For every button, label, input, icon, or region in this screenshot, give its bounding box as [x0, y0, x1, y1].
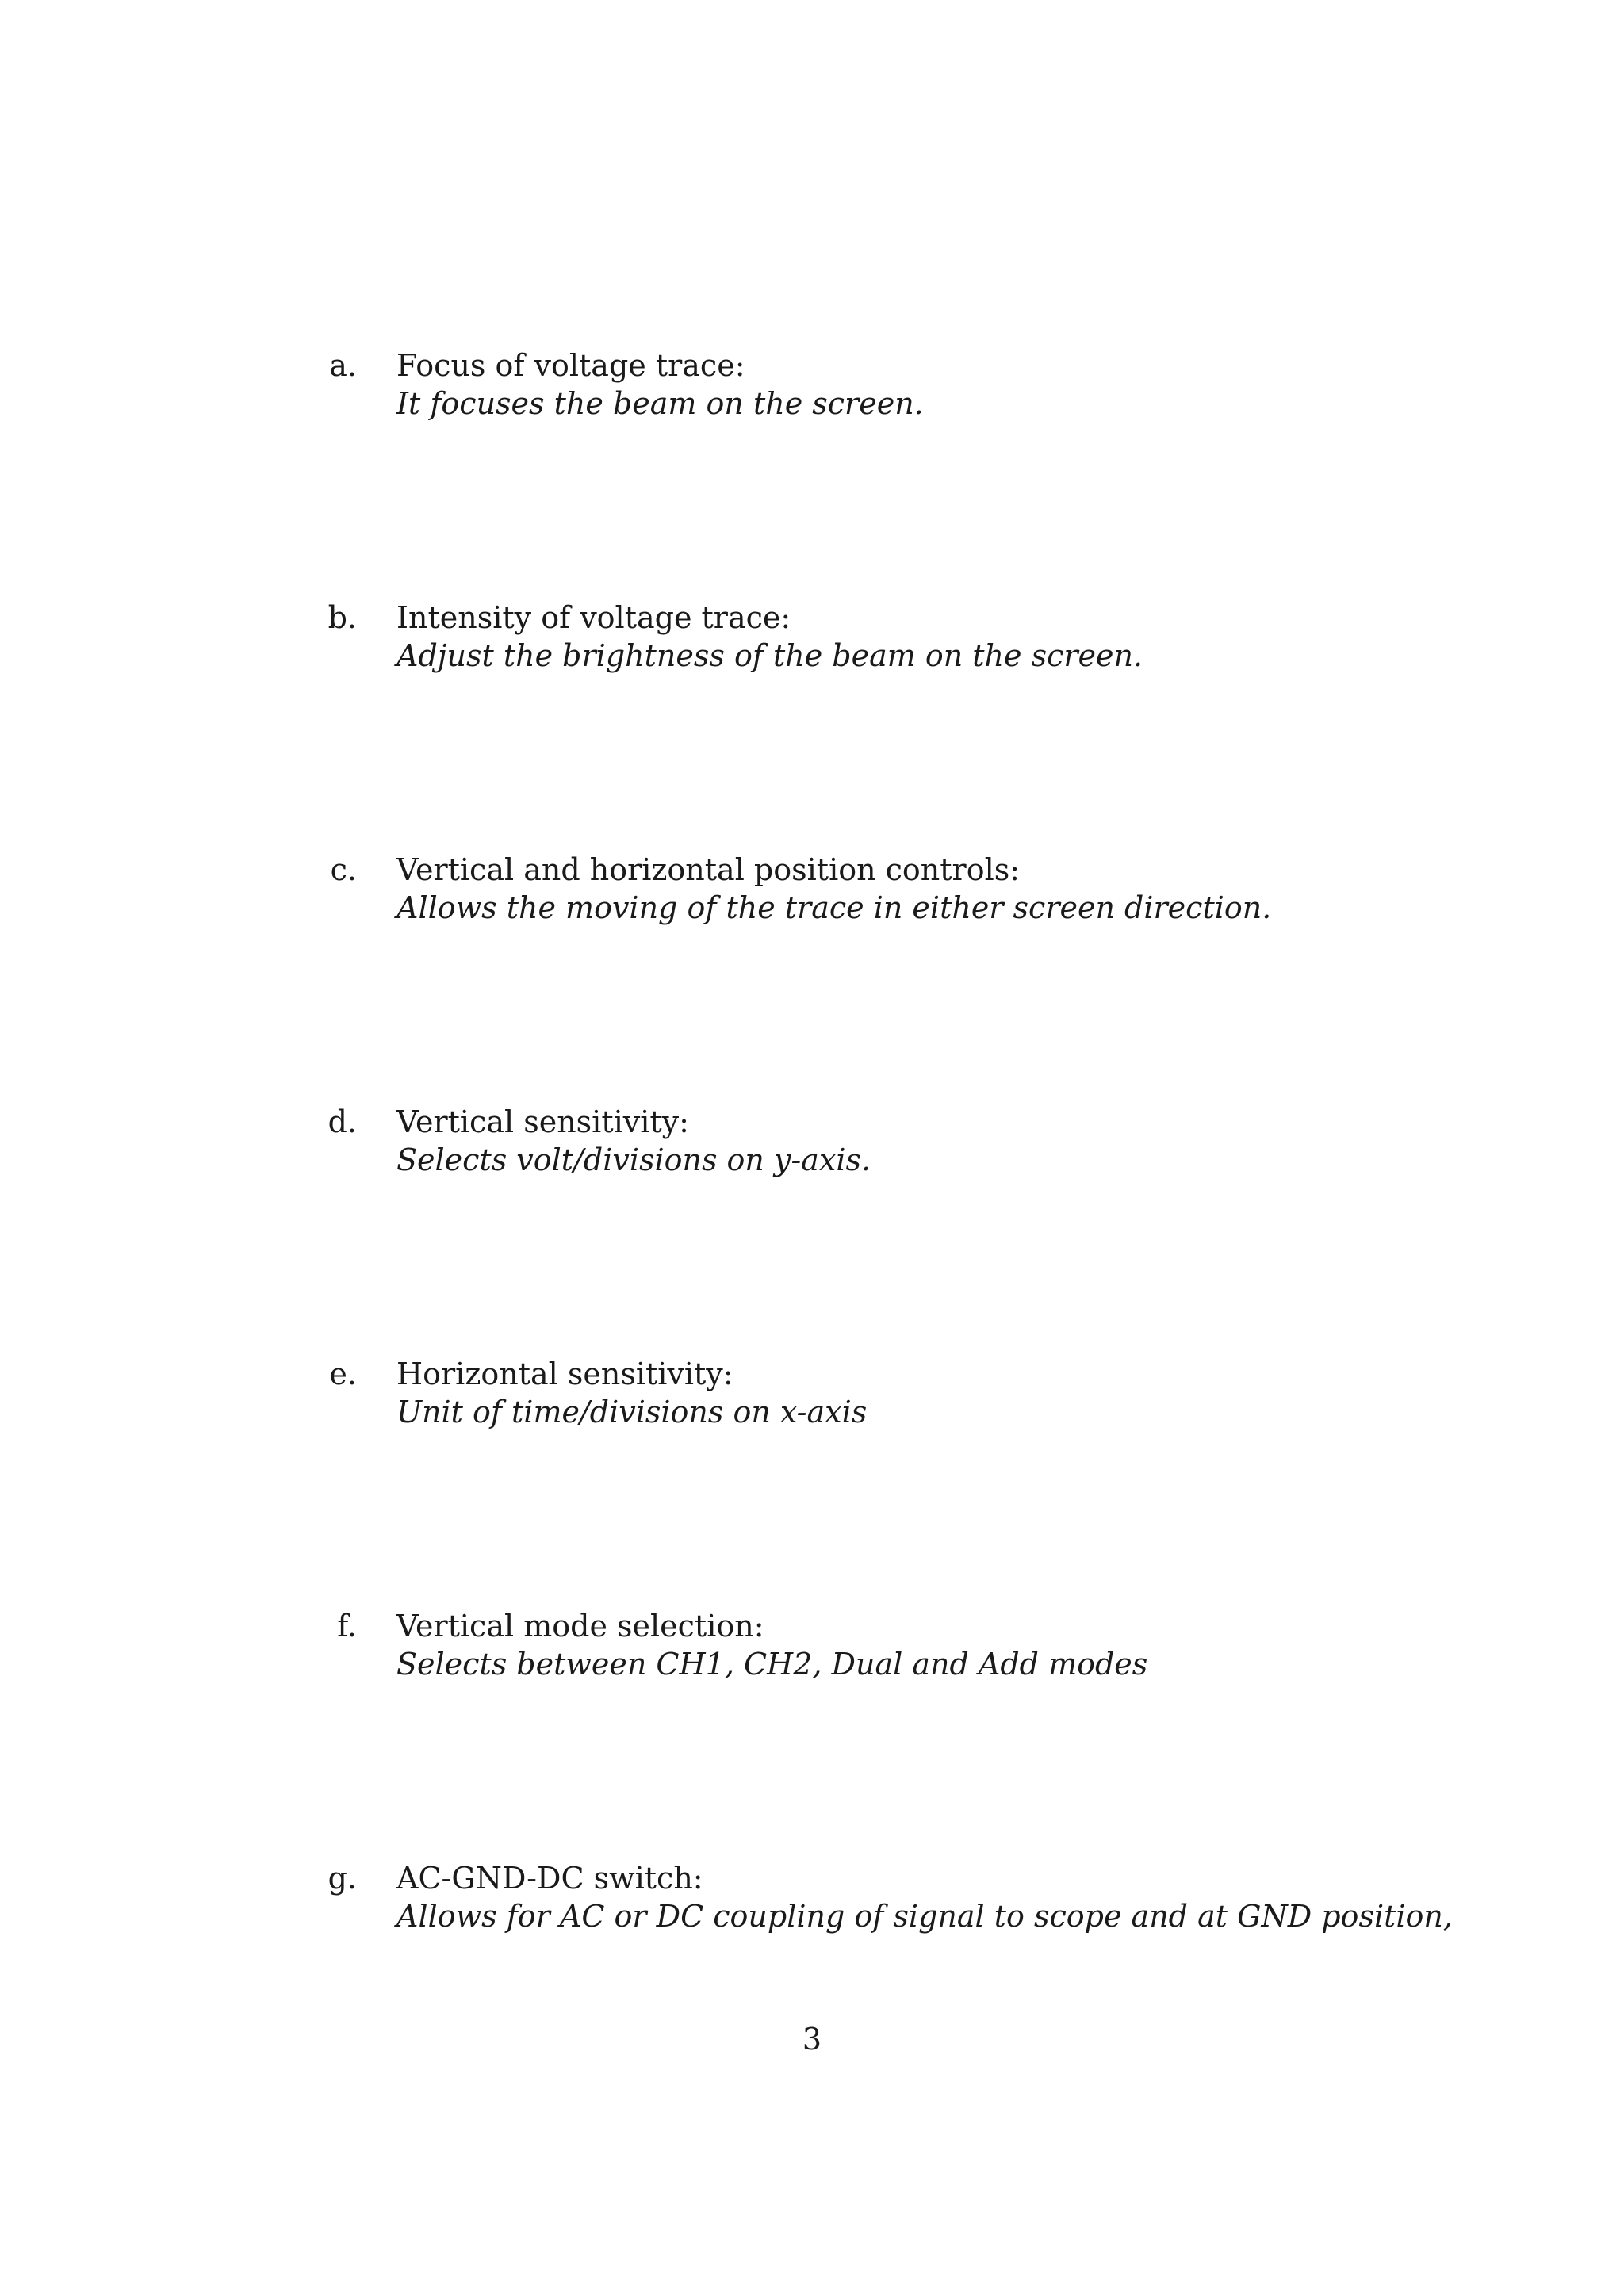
list-item-description: Selects between CH1, CH2, Dual and Add modes — [396, 1647, 1148, 1682]
list-item-description: It focuses the beam on the screen. — [396, 386, 924, 421]
list-item-description: Allows for AC or DC coupling of signal to scope and at GND position, — [396, 1899, 1453, 1934]
list-item-description: Unit of time/divisions on x-axis — [396, 1395, 868, 1429]
list-item-title: Horizontal sensitivity: — [396, 1357, 733, 1391]
list-item-a — [329, 346, 1380, 421]
list-item-heading — [329, 1355, 1380, 1393]
list-item-e — [329, 1355, 1380, 1429]
list-item-description: Selects volt/divisions on y-axis. — [396, 1142, 871, 1177]
list-item-c — [330, 851, 1380, 925]
list-item-b — [327, 599, 1380, 673]
list-item-title: Focus of voltage trace: — [396, 348, 745, 383]
list-item-marker: e. — [329, 1357, 357, 1391]
list-item-marker: b. — [327, 600, 357, 635]
list-item-title: Vertical sensitivity: — [396, 1104, 689, 1139]
list-item-marker: f. — [337, 1609, 357, 1644]
list-item-heading — [327, 1859, 1380, 1897]
list-item-marker: g. — [327, 1861, 357, 1896]
list-item-g — [327, 1859, 1453, 1934]
list-item-marker: a. — [329, 348, 357, 383]
list-item-title: AC-GND-DC switch: — [396, 1861, 703, 1896]
list-item-marker: c. — [330, 852, 357, 887]
list-item-title: Vertical mode selection: — [396, 1609, 764, 1644]
list-item-heading — [327, 1103, 1380, 1141]
list-item-f — [337, 1607, 1380, 1682]
list-item-description: Allows the moving of the trace in either screen direction. — [396, 890, 1272, 925]
list-item-title: Vertical and horizontal position controls: — [396, 852, 1021, 887]
list-item-heading — [327, 599, 1380, 637]
list-item-title: Intensity of voltage trace: — [396, 600, 791, 635]
list-item-description: Adjust the brightness of the beam on the screen. — [396, 638, 1143, 673]
page-number: 3 — [802, 2022, 822, 2057]
list-item-d — [327, 1103, 1380, 1177]
list-item-heading — [337, 1607, 1380, 1645]
list-item-heading — [329, 346, 1380, 385]
list-item-marker: d. — [327, 1104, 357, 1139]
list-item-heading — [330, 851, 1380, 889]
